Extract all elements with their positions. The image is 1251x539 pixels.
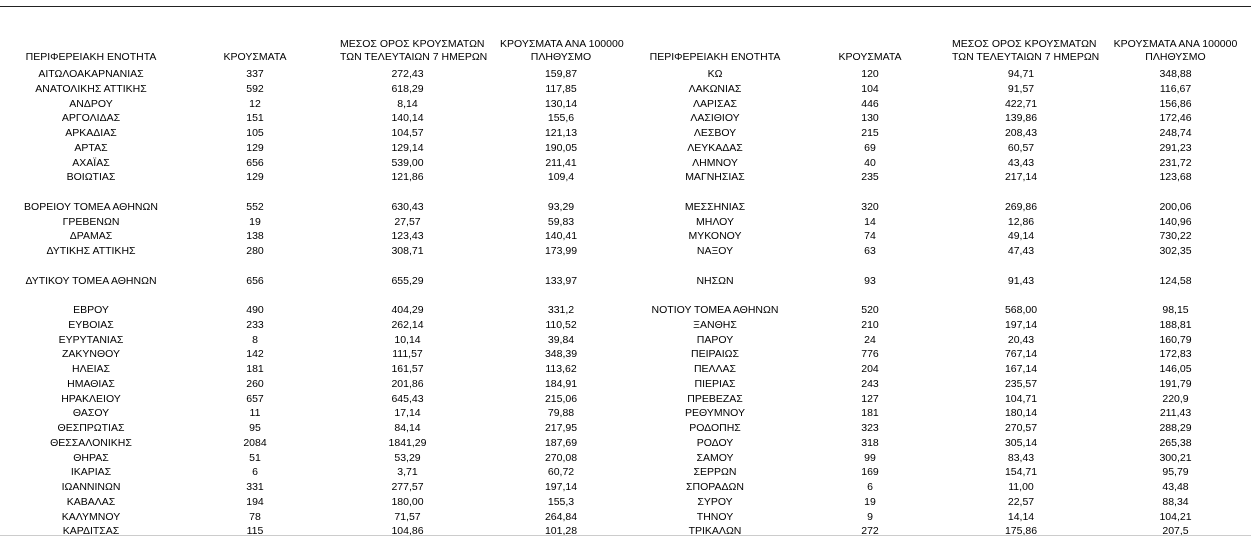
cell-cases-left: 78	[249, 510, 261, 523]
spacer-row	[0, 259, 1251, 274]
cell-avg7-left: 618,29	[391, 82, 424, 95]
cell-region-right: ΠΙΕΡΙΑΣ	[694, 377, 736, 390]
cell-region-left: ΑΡΓΟΛΙΔΑΣ	[61, 112, 121, 125]
cell-per100k-left: 117,85	[545, 82, 577, 95]
cell-per100k-left: 130,14	[544, 97, 578, 110]
cell-per100k-left: 197,14	[544, 481, 578, 493]
cell-region-left: ΕΒΡΟΥ	[73, 304, 109, 316]
cell-cases-left: 656	[246, 274, 264, 287]
spacer-row	[0, 288, 1251, 303]
cell-cases-left: 552	[246, 200, 264, 213]
cell-avg7-right: 197,14	[1004, 318, 1038, 331]
cell-region-left: ΗΡΑΚΛΕΙΟΥ	[61, 392, 121, 405]
cell-region-left: ΙΩΑΝΝΙΝΩΝ	[61, 481, 121, 493]
cell-cases-right: 235	[861, 171, 879, 184]
cell-avg7-left: 84,14	[394, 422, 421, 434]
cell-region-right: ΛΑΚΩΝΙΑΣ	[688, 82, 742, 95]
cell-avg7-right: 270,57	[1004, 422, 1038, 434]
cell-region-left: ΔΡΑΜΑΣ	[69, 230, 113, 243]
table-row	[0, 451, 1251, 466]
cell-region-left: ΕΥΡΥΤΑΝΙΑΣ	[58, 333, 124, 346]
cell-region-left: ΒΟΡΕΙΟΥ ΤΟΜΕΑ ΑΘΗΝΩΝ	[24, 200, 158, 213]
cell-cases-left: 142	[246, 348, 264, 361]
cell-region-left: ΚΑΒΑΛΑΣ	[66, 495, 116, 508]
cell-cases-right: 14	[864, 215, 876, 228]
cell-avg7-left: 272,43	[391, 68, 424, 80]
cell-per100k-left: 109,4	[547, 171, 575, 184]
cell-per100k-right: 116,67	[1159, 82, 1192, 95]
cell-region-left: ΑΡΚΑΔΙΑΣ	[65, 127, 117, 139]
cell-region-right: ΜΕΣΣΗΝΙΑΣ	[684, 200, 746, 213]
cell-cases-left: 138	[246, 230, 264, 243]
cell-region-left: ΕΥΒΟΙΑΣ	[68, 318, 114, 331]
cell-region-right: ΠΕΙΡΑΙΩΣ	[691, 348, 739, 361]
cell-region-left: ΑΧΑΪΑΣ	[72, 156, 110, 169]
table-row	[0, 200, 1251, 215]
cell-region-right: ΜΑΓΝΗΣΙΑΣ	[685, 171, 745, 184]
cell-per100k-right: 191,79	[1159, 377, 1192, 390]
header-region-left: ΠΕΡΙΦΕΡΕΙΑΚΗ ΕΝΟΤΗΤΑ	[25, 51, 157, 63]
cell-avg7-right: 91,57	[1007, 82, 1035, 95]
cell-cases-right: 74	[864, 230, 876, 243]
cell-region-left: ΗΛΕΙΑΣ	[71, 363, 110, 375]
cell-avg7-right: 235,57	[1004, 377, 1038, 390]
cell-region-right: ΚΩ	[707, 68, 723, 80]
cell-per100k-left: 331,2	[547, 304, 575, 316]
cell-region-left: ΘΕΣΣΑΛΟΝΙΚΗΣ	[50, 436, 132, 449]
cell-region-right: ΡΟΔΟΠΗΣ	[689, 422, 741, 434]
cell-cases-right: 320	[861, 200, 879, 213]
cell-cases-left: 657	[246, 392, 264, 405]
cell-cases-right: 120	[861, 68, 879, 80]
cell-cases-right: 446	[861, 97, 879, 110]
cell-avg7-right: 49,14	[1007, 230, 1035, 243]
cell-avg7-right: 422,71	[1004, 97, 1038, 110]
cell-per100k-right: 291,23	[1159, 141, 1192, 154]
cell-cases-right: 204	[861, 363, 879, 375]
cell-per100k-left: 190,05	[544, 141, 578, 154]
table-row	[0, 111, 1251, 126]
cell-region-right: ΛΕΣΒΟΥ	[693, 127, 737, 139]
table-row	[0, 82, 1251, 97]
cell-per100k-right: 348,88	[1159, 68, 1192, 80]
cell-cases-left: 115	[246, 525, 264, 538]
cell-avg7-left: 10,14	[394, 333, 421, 346]
cell-region-right: ΡΕΘΥΜΝΟΥ	[684, 407, 745, 420]
cell-cases-right: 318	[861, 436, 879, 449]
table-row	[0, 333, 1251, 348]
cell-avg7-right: 305,14	[1004, 436, 1038, 449]
cell-per100k-left: 39,84	[547, 333, 575, 346]
cell-region-left: ΑΙΤΩΛΟΑΚΑΡΝΑΝΙΑΣ	[38, 68, 144, 80]
cell-avg7-left: 140,14	[391, 112, 424, 125]
cell-avg7-right: 167,14	[1004, 363, 1038, 375]
cell-cases-left: 129	[246, 171, 264, 184]
data-table	[0, 67, 1251, 539]
header-avg7-left: ΜΕΣΟΣ ΟΡΟΣ ΚΡΟΥΣΜΑΤΩΝ ΤΩΝ ΤΕΛΕΥΤΑΙΩΝ 7 ΗΜΕΡΩΝ	[340, 38, 488, 63]
cell-avg7-left: 27,57	[394, 215, 421, 228]
cell-per100k-left: 173,99	[544, 245, 578, 257]
cell-avg7-right: 154,71	[1004, 466, 1038, 479]
cell-region-right: ΠΕΛΛΑΣ	[693, 363, 737, 375]
cell-per100k-left: 133,97	[544, 274, 578, 287]
table-row	[0, 229, 1251, 244]
cell-region-right: ΣΠΟΡΑΔΩΝ	[686, 481, 744, 493]
cell-cases-right: 130	[861, 112, 879, 125]
table-row	[0, 170, 1251, 185]
cell-region-right: ΛΑΡΙΣΑΣ	[693, 97, 737, 110]
cell-region-right: ΝΗΣΩΝ	[696, 274, 734, 287]
cell-avg7-left: 17,14	[394, 407, 421, 420]
table-row	[0, 362, 1251, 377]
cell-per100k-right: 302,35	[1159, 245, 1192, 257]
cell-per100k-left: 113,62	[545, 363, 577, 375]
table-row	[0, 126, 1251, 141]
cell-cases-right: 40	[864, 156, 876, 169]
cell-avg7-left: 201,86	[391, 377, 424, 390]
cell-region-right: ΣΕΡΡΩΝ	[693, 466, 737, 479]
cell-region-left: ΒΟΙΩΤΙΑΣ	[66, 171, 116, 184]
table-row	[0, 421, 1251, 436]
cell-cases-right: 69	[864, 141, 876, 154]
cell-per100k-left: 79,88	[547, 407, 575, 420]
cell-per100k-right: 88,34	[1162, 495, 1189, 508]
cell-per100k-right: 200,06	[1159, 200, 1192, 213]
cell-cases-left: 8	[252, 333, 258, 346]
cell-region-right: ΜΥΚΟΝΟΥ	[688, 230, 742, 243]
cell-avg7-left: 129,14	[391, 141, 424, 154]
bottom-rule	[0, 535, 1251, 536]
cell-avg7-left: 308,71	[391, 245, 424, 257]
cell-cases-left: 181	[246, 363, 264, 375]
cell-per100k-right: 248,74	[1159, 127, 1192, 139]
cell-region-right: ΞΑΝΘΗΣ	[693, 318, 737, 331]
cell-per100k-left: 155,3	[547, 495, 575, 508]
cell-per100k-right: 220,9	[1162, 392, 1189, 405]
cell-region-right: ΣΑΜΟΥ	[696, 451, 734, 464]
cell-per100k-left: 101,28	[544, 525, 578, 538]
cell-avg7-left: 8,14	[397, 97, 418, 110]
cell-cases-right: 272	[861, 525, 879, 538]
cell-region-right: ΛΕΥΚΑΔΑΣ	[687, 141, 743, 154]
cell-cases-left: 280	[246, 245, 264, 257]
cell-per100k-right: 231,72	[1159, 156, 1192, 169]
cell-per100k-right: 140,96	[1159, 215, 1192, 228]
cell-avg7-right: 83,43	[1007, 451, 1035, 464]
cell-cases-left: 19	[249, 215, 261, 228]
cell-cases-left: 2084	[243, 436, 267, 449]
cell-avg7-right: 20,43	[1007, 333, 1035, 346]
cell-avg7-left: 262,14	[391, 318, 424, 331]
cell-avg7-right: 767,14	[1004, 348, 1038, 361]
cell-region-left: ΑΡΤΑΣ	[74, 141, 108, 154]
cell-per100k-right: 160,79	[1159, 333, 1192, 346]
cell-per100k-right: 95,79	[1162, 466, 1189, 479]
cell-cases-right: 127	[861, 392, 879, 405]
cell-per100k-right: 146,05	[1159, 363, 1192, 375]
cell-region-right: ΠΑΡΟΥ	[696, 333, 734, 346]
cell-avg7-right: 47,43	[1007, 245, 1035, 257]
cell-cases-left: 11	[249, 407, 261, 420]
cell-avg7-right: 91,43	[1007, 274, 1035, 287]
cell-cases-right: 99	[864, 451, 876, 464]
cell-per100k-left: 215,06	[544, 392, 578, 405]
cell-cases-right: 243	[861, 377, 879, 390]
cell-per100k-right: 188,81	[1159, 318, 1192, 331]
cell-cases-left: 51	[249, 451, 261, 464]
cell-cases-left: 331	[246, 481, 264, 493]
cell-per100k-right: 124,58	[1159, 274, 1192, 287]
cell-avg7-right: 60,57	[1007, 141, 1035, 154]
cell-cases-left: 151	[246, 112, 264, 125]
cell-avg7-right: 14,14	[1007, 510, 1035, 523]
cell-per100k-left: 211,41	[545, 156, 577, 169]
cell-avg7-right: 568,00	[1004, 304, 1038, 316]
cell-cases-left: 233	[246, 318, 264, 331]
cell-avg7-left: 180,00	[391, 495, 424, 508]
cell-cases-left: 592	[246, 82, 264, 95]
cell-cases-right: 215	[861, 127, 879, 139]
cell-avg7-right: 175,86	[1004, 525, 1038, 538]
cell-avg7-left: 121,86	[391, 171, 424, 184]
cell-avg7-left: 53,29	[394, 451, 421, 464]
cell-cases-left: 12	[249, 97, 261, 110]
table-row	[0, 303, 1251, 318]
cell-avg7-left: 71,57	[394, 510, 421, 523]
cell-avg7-right: 208,43	[1004, 127, 1038, 139]
cell-region-left: ΘΑΣΟΥ	[72, 407, 110, 420]
table-row	[0, 244, 1251, 259]
cell-avg7-left: 161,57	[391, 363, 424, 375]
cell-region-right: ΝΟΤΙΟΥ ΤΟΜΕΑ ΑΘΗΝΩΝ	[651, 304, 779, 316]
cell-region-left: ΙΚΑΡΙΑΣ	[70, 466, 112, 479]
cell-per100k-left: 59,83	[547, 215, 575, 228]
cell-cases-left: 129	[246, 141, 264, 154]
cell-avg7-left: 630,43	[391, 200, 424, 213]
cell-cases-right: 520	[861, 304, 879, 316]
table-row	[0, 406, 1251, 421]
cell-cases-right: 63	[864, 245, 876, 257]
cell-per100k-left: 187,69	[544, 436, 578, 449]
cell-avg7-right: 43,43	[1007, 156, 1035, 169]
cell-avg7-left: 655,29	[391, 274, 424, 287]
cell-avg7-left: 277,57	[391, 481, 424, 493]
table-row	[0, 318, 1251, 333]
cell-per100k-right: 43,48	[1162, 481, 1189, 493]
table-row	[0, 480, 1251, 495]
cell-avg7-left: 111,57	[392, 348, 423, 361]
cell-region-left: ΘΕΣΠΡΩΤΙΑΣ	[57, 422, 125, 434]
cell-avg7-right: 269,86	[1004, 200, 1038, 213]
cell-region-right: ΝΑΞΟΥ	[696, 245, 734, 257]
cell-region-left: ΓΡΕΒΕΝΩΝ	[62, 215, 120, 228]
cell-per100k-left: 184,91	[544, 377, 578, 390]
cell-cases-left: 6	[252, 466, 258, 479]
cell-per100k-left: 140,41	[544, 230, 578, 243]
cell-per100k-left: 264,84	[544, 510, 578, 523]
cell-per100k-right: 123,68	[1159, 171, 1192, 184]
table-row	[0, 97, 1251, 112]
cell-cases-left: 260	[246, 377, 264, 390]
cell-region-left: ΗΜΑΘΙΑΣ	[67, 377, 115, 390]
cell-per100k-right: 98,15	[1162, 304, 1189, 316]
cell-cases-right: 210	[861, 318, 879, 331]
table-row	[0, 392, 1251, 407]
cell-avg7-right: 94,71	[1007, 68, 1035, 80]
cell-per100k-left: 270,08	[544, 451, 578, 464]
cell-cases-left: 194	[246, 495, 264, 508]
cell-region-right: ΤΗΝΟΥ	[696, 510, 734, 523]
cell-region-left: ΔΥΤΙΚΗΣ ΑΤΤΙΚΗΣ	[46, 245, 136, 257]
cell-avg7-left: 404,29	[391, 304, 424, 316]
cell-region-left: ΔΥΤΙΚΟΥ ΤΟΜΕΑ ΑΘΗΝΩΝ	[25, 274, 157, 287]
cell-per100k-right: 211,43	[1159, 407, 1192, 420]
cell-per100k-right: 207,5	[1162, 525, 1189, 538]
cell-avg7-left: 123,43	[391, 230, 424, 243]
cell-per100k-left: 93,29	[547, 200, 575, 213]
cell-per100k-left: 217,95	[544, 422, 578, 434]
table-row	[0, 377, 1251, 392]
header-cases-right: ΚΡΟΥΣΜΑΤΑ	[838, 51, 902, 63]
cell-per100k-right: 104,21	[1159, 510, 1192, 523]
cell-cases-right: 93	[864, 274, 876, 287]
cell-cases-right: 776	[861, 348, 879, 361]
spacer-row	[0, 185, 1251, 200]
cell-avg7-right: 217,14	[1004, 171, 1038, 184]
cell-avg7-left: 104,57	[391, 127, 424, 139]
cell-region-right: ΜΗΛΟΥ	[696, 215, 734, 228]
header-per100k-left: ΚΡΟΥΣΜΑΤΑ ΑΝΑ 100000 ΠΛΗΘΥΣΜΟ	[500, 38, 624, 63]
header-avg7-right: ΜΕΣΟΣ ΟΡΟΣ ΚΡΟΥΣΜΑΤΩΝ ΤΩΝ ΤΕΛΕΥΤΑΙΩΝ 7 ΗΜΕΡΩΝ	[952, 38, 1100, 63]
cell-cases-right: 104	[861, 82, 879, 95]
cell-cases-right: 6	[867, 481, 873, 493]
cell-region-right: ΤΡΙΚΑΛΩΝ	[688, 525, 742, 538]
cell-per100k-right: 730,22	[1159, 230, 1192, 243]
cell-region-left: ΑΝΑΤΟΛΙΚΗΣ ΑΤΤΙΚΗΣ	[35, 82, 147, 95]
table-row	[0, 347, 1251, 362]
cell-avg7-right: 11,00	[1008, 481, 1034, 493]
cell-per100k-right: 172,83	[1159, 348, 1192, 361]
table-row	[0, 436, 1251, 451]
cell-cases-right: 169	[861, 466, 879, 479]
cell-avg7-right: 12,86	[1007, 215, 1035, 228]
cell-cases-right: 19	[864, 495, 876, 508]
cell-region-right: ΣΥΡΟΥ	[697, 495, 733, 508]
cell-per100k-right: 265,38	[1159, 436, 1192, 449]
table-row	[0, 274, 1251, 289]
cell-cases-left: 656	[246, 156, 264, 169]
cell-region-left: ΘΗΡΑΣ	[73, 451, 109, 464]
cell-cases-left: 337	[246, 68, 264, 80]
table-row	[0, 67, 1251, 82]
table-row	[0, 156, 1251, 171]
table-row	[0, 215, 1251, 230]
cell-per100k-left: 155,6	[547, 112, 575, 125]
cell-avg7-left: 539,00	[391, 156, 424, 169]
cell-avg7-right: 139,86	[1004, 112, 1038, 125]
cell-cases-right: 9	[867, 510, 873, 523]
cell-per100k-right: 172,46	[1159, 112, 1192, 125]
cell-cases-left: 490	[246, 304, 264, 316]
cell-per100k-left: 110,52	[545, 318, 577, 331]
header-per100k-right: ΚΡΟΥΣΜΑΤΑ ΑΝΑ 100000 ΠΛΗΘΥΣΜΟ	[1113, 38, 1238, 63]
cell-per100k-right: 288,29	[1159, 422, 1192, 434]
cell-region-right: ΛΑΣΙΘΙΟΥ	[690, 112, 740, 125]
cell-per100k-right: 156,86	[1159, 97, 1192, 110]
cell-per100k-right: 300,21	[1159, 451, 1192, 464]
cell-avg7-left: 104,86	[391, 525, 424, 538]
cell-region-right: ΠΡΕΒΕΖΑΣ	[687, 392, 743, 405]
table-row	[0, 524, 1251, 539]
cell-region-left: ΖΑΚΥΝΘΟΥ	[61, 348, 120, 361]
cell-per100k-left: 60,72	[547, 466, 575, 479]
table-row	[0, 141, 1251, 156]
cell-avg7-left: 645,43	[391, 392, 424, 405]
cell-region-left: ΚΑΡΔΙΤΣΑΣ	[62, 525, 120, 538]
cell-avg7-left: 1841,29	[388, 436, 427, 449]
cell-region-right: ΡΟΔΟΥ	[696, 436, 734, 449]
cell-cases-left: 95	[249, 422, 261, 434]
cell-cases-right: 181	[861, 407, 879, 420]
cell-region-left: ΑΝΔΡΟΥ	[69, 97, 113, 110]
top-rule	[0, 6, 1251, 7]
cell-avg7-right: 104,71	[1004, 392, 1038, 405]
table-row	[0, 510, 1251, 525]
cell-per100k-left: 159,87	[544, 68, 578, 80]
header-region-right: ΠΕΡΙΦΕΡΕΙΑΚΗ ΕΝΟΤΗΤΑ	[649, 51, 781, 63]
cell-per100k-left: 348,39	[544, 348, 578, 361]
table-row	[0, 495, 1251, 510]
cell-cases-right: 323	[861, 422, 879, 434]
cell-cases-right: 24	[864, 333, 876, 346]
cell-avg7-right: 180,14	[1004, 407, 1038, 420]
table-row	[0, 465, 1251, 480]
cell-region-right: ΛΗΜΝΟΥ	[692, 156, 738, 169]
header-cases-left: ΚΡΟΥΣΜΑΤΑ	[223, 51, 287, 63]
cell-region-left: ΚΑΛΥΜΝΟΥ	[61, 510, 121, 523]
cell-per100k-left: 121,13	[544, 127, 578, 139]
cell-avg7-left: 3,71	[397, 466, 418, 479]
cell-avg7-right: 22,57	[1007, 495, 1035, 508]
cell-cases-left: 105	[246, 127, 264, 139]
